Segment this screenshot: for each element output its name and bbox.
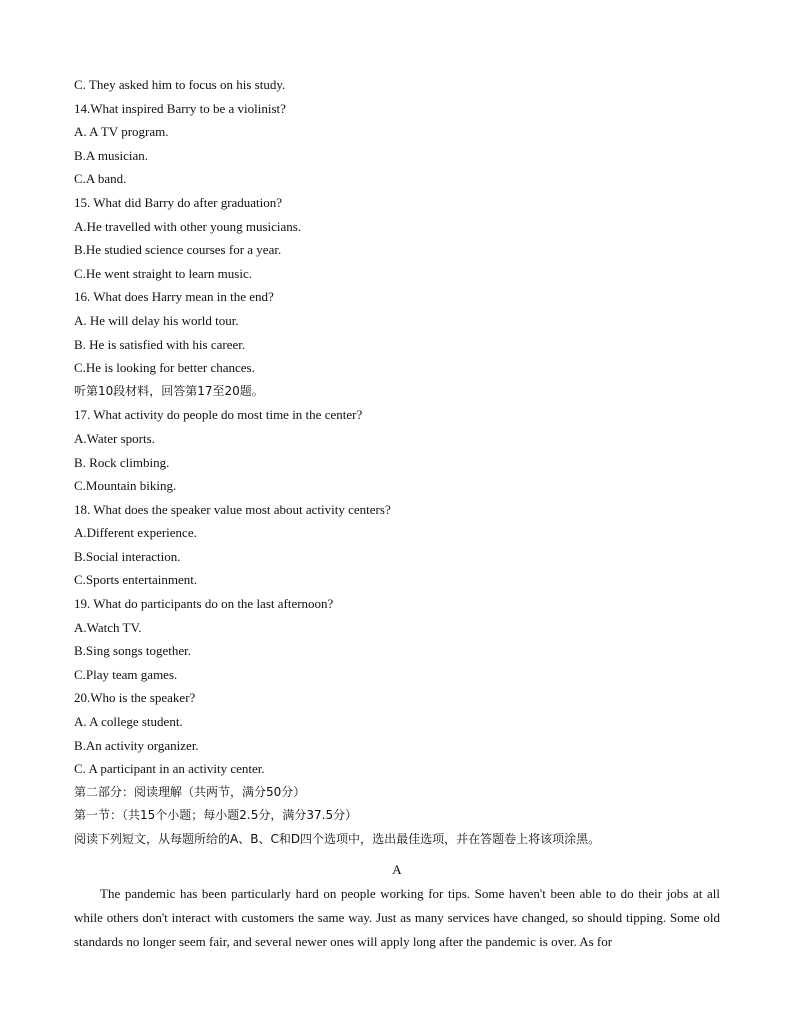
option-line: A.Different experience. (74, 525, 197, 541)
option-line: C.Mountain biking. (74, 478, 177, 494)
question-line: 18. What does the speaker value most about activity centers? (74, 501, 391, 517)
question-line: 15. What did Barry do after graduation? (74, 194, 283, 210)
question-line: 14.What inspired Barry to be a violinist? (74, 100, 286, 116)
question-line: 16. What does Harry mean in the end? (74, 289, 274, 305)
option-line: B. He is satisfied with his career. (74, 336, 246, 352)
passage-heading: A (392, 862, 402, 877)
option-line: A. A TV program. (74, 124, 169, 140)
option-line: A.Watch TV. (74, 619, 142, 635)
instruction-line: 听第10段材料，回答第17至20题。 (74, 383, 264, 398)
passage-text: The pandemic has been particularly hard on people working for tips. Some haven't been able to do their jobs at all while others don't interact with customers the same way. Just as many services have changed, so should tipping. Some old standards no longer seem fair, and several newer ones will apply long after the pandemic is over. As for (74, 886, 720, 949)
question-line: 20.Who is the speaker? (74, 690, 196, 706)
option-line: C. A participant in an activity center. (74, 761, 265, 777)
option-line: B.An activity organizer. (74, 737, 199, 753)
option-line: C.He went straight to learn music. (74, 265, 252, 281)
subsection-title: 第一节：（共15个小题；每小题2.5分，满分37.5分） (74, 808, 358, 823)
option-line: C.Play team games. (74, 666, 178, 682)
option-line: C.Sports entertainment. (74, 572, 198, 588)
option-line: B.Social interaction. (74, 548, 181, 564)
option-line: A.Water sports. (74, 430, 155, 446)
option-line: B.A musician. (74, 147, 149, 163)
option-line: B.Sing songs together. (74, 643, 192, 659)
option-line: C. They asked him to focus on his study. (74, 77, 286, 92)
option-line: B. Rock climbing. (74, 454, 170, 470)
question-list (74, 73, 734, 852)
question-line: 19. What do participants do on the last afternoon? (74, 596, 334, 612)
option-line: A. He will delay his world tour. (74, 312, 239, 328)
question-line: 17. What activity do people do most time in the center? (74, 407, 363, 423)
option-line: B.He studied science courses for a year. (74, 242, 282, 258)
section-title: 第二部分：阅读理解（共两节，满分50分） (74, 784, 306, 799)
option-line: A.He travelled with other young musicians. (74, 218, 302, 234)
option-line: C.A band. (74, 171, 127, 187)
reading-instruction: 阅读下列短文，从每题所给的A、B、C和D四个选项中，选出最佳选项，并在答题卷上将该项涂黑。 (74, 832, 601, 846)
option-line: A. A college student. (74, 714, 183, 730)
option-line: C.He is looking for better chances. (74, 360, 255, 376)
